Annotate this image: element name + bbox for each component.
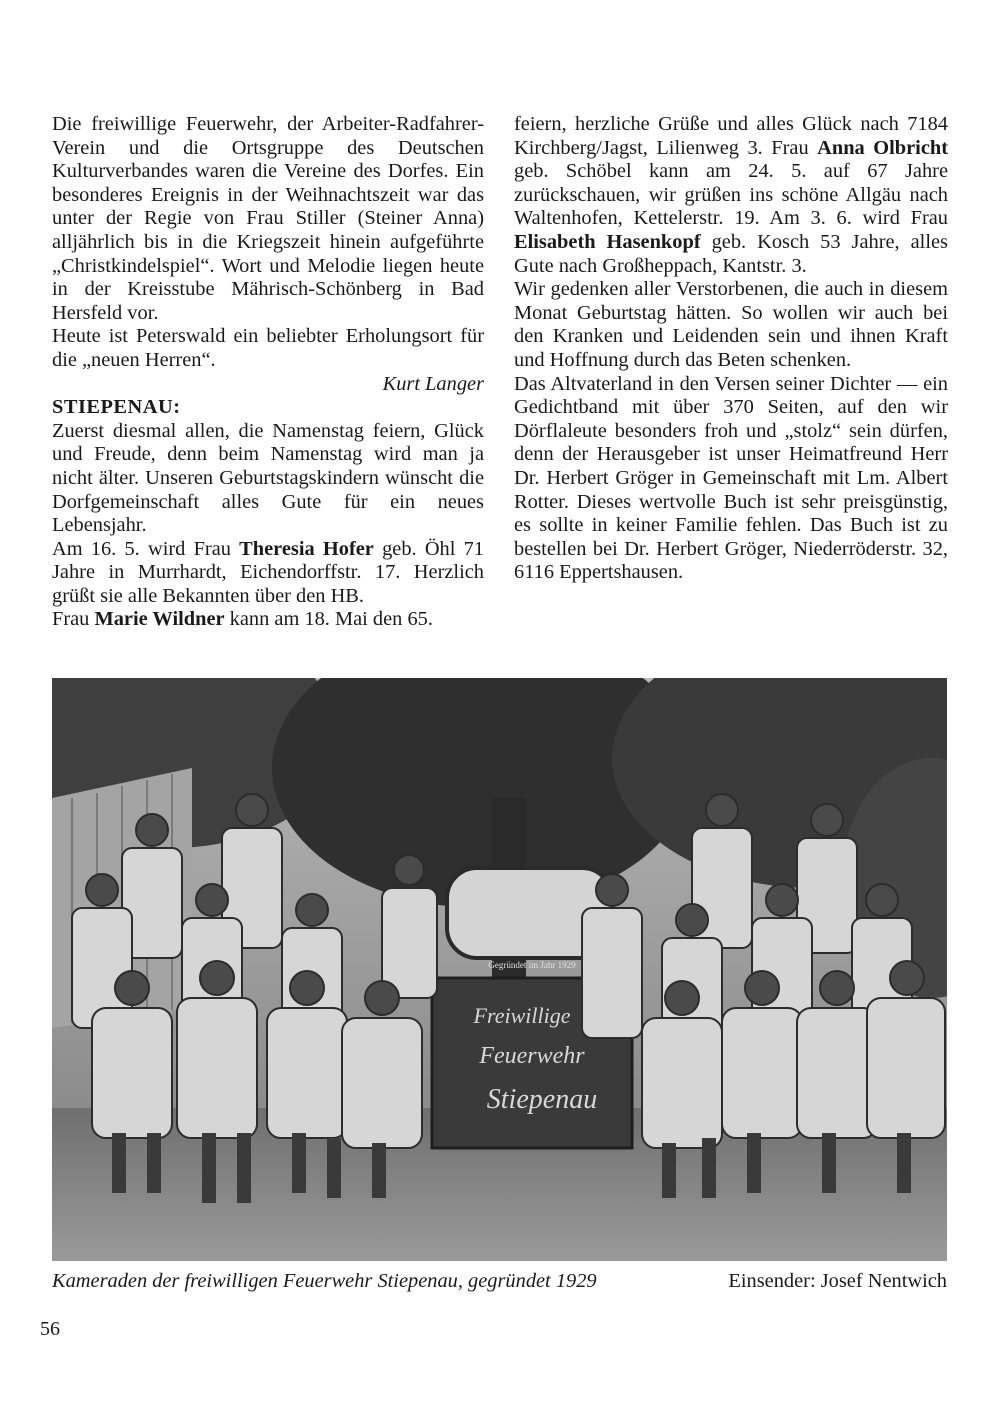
author-signature: Kurt Langer [382,372,484,395]
caption-sender: Einsender: Josef Nentwich [728,1270,947,1292]
paragraph [52,538,484,609]
paragraph [52,608,484,632]
text-run: geb. Öhl 71 Jahre in Murrhardt, Eichendorffstr. 17. Herzlich grüßt sie alle Bekannten über den HB. [52,537,485,607]
person-name: Marie Wildner [94,608,225,631]
text-run: feiern, herzliche Grüße und alles Glück nach 7184 Kirchberg/Jagst, Lilienweg 3. Frau [514,113,948,159]
group-photo [52,678,947,1261]
person-name: Theresia Hofer [239,537,374,560]
photo-caption [52,1270,947,1293]
signature-line [52,373,484,397]
paragraph: Wir gedenken aller Verstorbenen, die auch in diesem Monat Geburtstag hätten. So wollen wir auch bei den Kranken und Leidenden sein und ihnen Kraft und Hoffnung durch das Beten schenken. [514,278,948,371]
text-run: Frau [52,608,95,631]
text-run: Am 16. 5. wird Frau [52,537,240,560]
banner-date: Gegründet im Jahr 1929 [488,960,576,970]
section-heading: STIEPENAU: [52,396,181,419]
paragraph: Die freiwillige Feuerwehr, der Arbeiter-Radfahrer-Verein und die Ortsgruppe des Deutschen Kulturverbandes waren die Vereine des Dorfes. Ein besonderes Ereignis in der Weihnachtszeit war das unter der Regie von Frau Stiller (Steiner Anna) alljährlich bis in die Kriegszeit hinein aufgeführte „Christkindelspiel“. Wort und Melodie liegen heute in der Kreisstube Mährisch-Schönberg in Bad Hersfeld vor. [52,113,484,324]
right-column [514,113,948,585]
paragraph: Zuerst diesmal allen, die Namenstag feiern, Glück und Freude, denn beim Namenstag wird man ja nicht älter. Unseren Geburtstagskindern wünscht die Dorfgemeinschaft alles Gute für ein neues Lebensjahr. [52,419,484,537]
banner-line: Stiepenau [486,1084,598,1115]
person-name: Anna Olbricht [817,136,948,159]
text-run: geb. Kosch 53 Jahre, alles Gute nach Großheppach, Kantstr. 3. [514,230,948,277]
paragraph [52,325,484,372]
caption-title: Kameraden der freiwilligen Feuerwehr Stiepenau, gegründet 1929 [52,1270,597,1292]
group-photo-illustration [52,678,947,1261]
paragraph-text: Heute ist Peterswald ein beliebter Erholungsort für die „neuen Herren“. [52,325,484,371]
paragraph: Das Altvaterland in den Versen seiner Dichter — ein Gedichtband mit über 370 Seiten, auf den wir Dörflaleute besonders froh und „stolz“ sein dürfen, denn der Herausgeber ist unser Heimatfreund Herr Dr. Herbert Gröger in Gemeinschaft mit Lm. Albert Rotter. Dieses wertvolle Buch ist sehr preisgünstig, es sollte in keiner Familie fehlen. Das Buch ist zu bestellen bei Dr. Herbert Gröger, Niederröderstr. 32, 6116 Eppertshausen. [514,372,948,584]
left-column [52,113,484,632]
banner-line: Freiwillige [473,1003,571,1028]
text-run: kann am 18. Mai den 65. [224,608,433,631]
person-name: Elisabeth Hasenkopf [514,230,701,253]
paragraph [514,113,948,278]
banner-line: Feuerwehr [479,1043,585,1069]
text-run: geb. Schöbel kann am 24. 5. auf 67 Jahre zurückschauen, wir grüßen ins schöne Allgäu nach Waltenhofen, Kettelerstr. 19. Am 3. 6. wird Frau [514,160,948,230]
page-number: 56 [40,1318,60,1340]
